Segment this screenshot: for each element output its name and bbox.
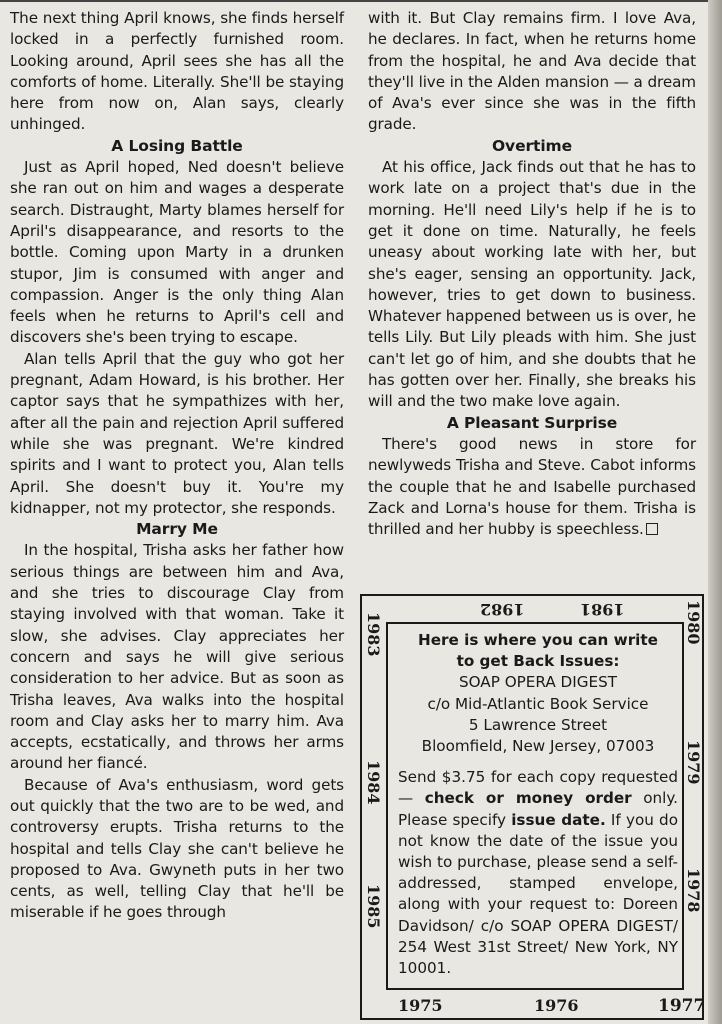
instructions-part-2: only. Please specify (398, 789, 678, 829)
page-edge-shadow (708, 0, 722, 1024)
instructions-part-3: If you do not know the date of the issue you wish to purchase, please send a self-addressed, stamped envelope, along with your request to: Doreen Davidson/ c/o SOAP OPERA DIGEST/ 254 West 31st Street/ New York, NY 10001. (398, 810, 679, 978)
heading-line-2: to get Back Issues: (456, 652, 620, 671)
paragraph-ned: Just as April hoped, Ned doesn't believe she ran out on him and wages a desperate search. Distraught, Marty blames herself for April's disappearance, and resorts to the bottle. Coming upon Marty in a drunken stupor, Jim is consumed with anger and compassion. Anger is the only thing Alan feels when he returns to April's cell and discovers she's been trying to escape. (10, 158, 344, 347)
year-1981: 1981 (580, 600, 625, 619)
instructions-bold-payment: check or money order (424, 789, 632, 808)
heading-overtime: Overtime (491, 136, 573, 155)
mailing-address (398, 672, 678, 757)
heading-line-1: Here is where you can write (418, 631, 658, 649)
year-1982: 1982 (480, 600, 525, 619)
back-issues-box (360, 594, 704, 1020)
paragraph-april-room: The next thing April knows, she finds herself locked in a perfectly furnished room. Looking around, April sees she has all the comforts of home. Literally. She'll be staying here from now on, Alan says, clearly unhinged. (10, 9, 344, 134)
instructions-part-1: Send $3.75 for each copy requested — (398, 768, 678, 808)
paragraph-enthusiasm: Because of Ava's enthusiasm, word gets out quickly that the two are to be wed, and controversy erupts. Trisha returns to the hospital and tells Clay she can't believe he proposed to Ava. Gwyneth puts in her two cents, as well, telling Clay that he'll be miserable if he goes through (10, 775, 344, 922)
address-line-3: 5 Lawrence Street (468, 715, 608, 734)
year-1979: 1979 (684, 740, 703, 785)
heading-marry-me: Marry Me (136, 520, 218, 539)
year-1977: 1977 (658, 996, 706, 1016)
paragraph-trisha-steve (368, 434, 696, 540)
address-line-2: c/o Mid-Atlantic Book Service (427, 694, 649, 713)
year-1976: 1976 (534, 996, 579, 1015)
left-column (10, 8, 344, 924)
year-1980: 1980 (684, 600, 703, 645)
back-issues-heading (398, 630, 678, 672)
paragraph-clay: with it. But Clay remains firm. I love Ava, he declares. In fact, when he returns home from the hospital, he and Ava decide that they'll live in the Alden mansion — a dream of Ava's ever since she was in the fifth grade. (368, 9, 696, 134)
paragraph-jack: At his office, Jack finds out that he has to work late on a project that's due in the morning. He'll need Lily's help if he is to get it done on time. Naturally, he feels uneasy about working late with her, but she's eager, sensing an opportunity. Jack, however, tries to get down to business. Whatever happened between us is over, he tells Lily. But Lily pleads with him. She just can't let go of him, and she doubts that he has gotten over her. Finally, she breaks his will and the two make love again. (368, 158, 696, 411)
year-1984: 1984 (364, 760, 383, 805)
back-issues-inner-box (386, 622, 684, 990)
end-of-article-mark (646, 523, 658, 535)
back-issues-instructions (398, 767, 678, 979)
address-line-4: Bloomfield, New Jersey, 07003 (421, 737, 655, 756)
trisha-steve-text: There's good news in store for newlyweds Trisha and Steve. Cabot informs the couple that he and Isabelle purchased Zack and Lorna's house for them. Trisha is thrilled and her hubby is speechless. (368, 434, 696, 539)
paragraph-alan: Alan tells April that the guy who got her pregnant, Adam Howard, is his brother. Her captor says that he sympathizes with her, after all the pain and rejection April suffered while she was pregnant. We're kindred spirits and I want to protect you, Alan tells April. She doesn't buy it. You're my kidnapper, not my protector, she responds. (10, 349, 344, 517)
right-column (368, 8, 696, 540)
instructions-bold-issue-date: issue date. (511, 810, 606, 829)
year-1975: 1975 (398, 996, 443, 1015)
heading-losing-battle: A Losing Battle (111, 136, 243, 155)
year-1978: 1978 (684, 868, 703, 913)
top-rule (0, 0, 722, 2)
paragraph-hospital: In the hospital, Trisha asks her father how serious things are between him and Ava, and she tries to discourage Clay from staying involved with that woman. Take it slow, she advises. Clay appreciates her concern and says he will give serious consideration to her advice. But as soon as Trisha leaves, Ava walks into the hospital room and Clay asks her to marry him. Ava accepts, ecstatically, and throws her arms around her fiancé. (10, 541, 344, 773)
year-1985: 1985 (364, 884, 383, 929)
year-1983: 1983 (364, 612, 383, 657)
heading-pleasant-surprise: A Pleasant Surprise (446, 413, 618, 432)
address-line-1: SOAP OPERA DIGEST (458, 673, 618, 692)
